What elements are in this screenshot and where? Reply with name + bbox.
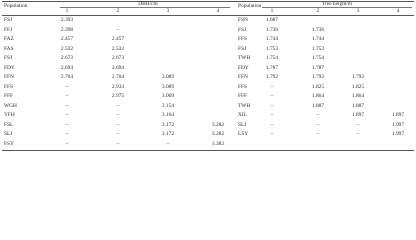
height-cell-col2: –: [316, 121, 320, 128]
dbh-cell-col4: 3.382: [211, 140, 225, 147]
dbh-cell-col1: 2.532: [60, 45, 74, 52]
dbh-cell-col2: 2.694: [111, 64, 125, 71]
height-header: Tree height/m: [321, 1, 353, 7]
dbh-cell-col3: 3.089: [161, 83, 175, 90]
height-cell-col4: 1.897: [391, 112, 405, 118]
dbh-subheader-3: 3: [166, 8, 170, 14]
dbh-cell-col3: 3.154: [161, 102, 175, 109]
dbh-cell-col4: 3.282: [211, 121, 225, 128]
dbh-row-population: FSJ: [4, 17, 13, 23]
height-cell-col1: 1.753: [265, 45, 279, 52]
height-row-population: FFS: [238, 36, 247, 42]
height-cell-col2: –: [316, 131, 320, 137]
height-cell-col3: 1.864: [351, 93, 365, 99]
dbh-cell-col2: –: [116, 26, 120, 33]
dbh-cell-col2: 2.975: [111, 93, 125, 99]
right-population-header: Population: [238, 3, 262, 9]
height-cell-col1: 1.787: [265, 64, 279, 71]
dbh-cell-col2: 2.704: [111, 74, 125, 80]
dbh-cell-col1: –: [65, 93, 69, 99]
dbh-cell-col1: 2.694: [60, 64, 74, 71]
dbh-row-population: FFN: [4, 74, 14, 80]
height-row-population: FSJ: [238, 26, 247, 33]
height-row-population: FSN: [238, 17, 248, 23]
dbh-header: DBH/cm: [138, 1, 158, 7]
height-cell-col2: 1.864: [311, 93, 325, 99]
dbh-cell-col3: 3.089: [161, 74, 175, 80]
height-row-population: TWH: [238, 55, 251, 61]
dbh-cell-col3: –: [166, 140, 170, 147]
dbh-row-population: FSY: [4, 140, 14, 147]
height-row-population: XIL: [238, 112, 247, 118]
height-cell-col1: 1.792: [265, 74, 279, 80]
top-rule: [2, 1, 414, 2]
dbh-cell-col2: –: [116, 112, 120, 118]
height-cell-col3: –: [356, 121, 360, 128]
dbh-cell-col1: 2.673: [60, 55, 74, 61]
height-row-population: SLJ: [238, 121, 247, 128]
dbh-cell-col1: –: [65, 83, 69, 90]
height-row-population: LSY: [238, 131, 249, 137]
height-subheader-3: 3: [356, 8, 360, 14]
dbh-cell-col1: –: [65, 121, 69, 128]
height-cell-col1: 1.754: [265, 55, 279, 61]
dbh-row-population: FAS: [4, 45, 14, 52]
height-cell-col3: 1.792: [351, 74, 365, 80]
dbh-cell-col3: 3.172: [161, 131, 175, 137]
height-row-population: TWH: [238, 102, 251, 109]
height-cell-col2: 1.792: [311, 74, 325, 80]
height-cell-col3: –: [356, 131, 360, 137]
height-cell-col1: –: [270, 93, 274, 99]
dbh-cell-col3: 3.069: [161, 93, 175, 99]
height-row-population: FSJ: [238, 45, 247, 52]
height-cell-col3: 1.825: [351, 83, 365, 90]
height-cell-col2: –: [316, 112, 320, 118]
dbh-cell-col1: –: [65, 140, 69, 147]
height-cell-col2: 1.787: [311, 64, 325, 71]
dbh-cell-col1: –: [65, 112, 69, 118]
dbh-cell-col4: 3.282: [211, 131, 225, 137]
height-cell-col1: 1.736: [265, 26, 279, 33]
bottom-rule: [2, 150, 414, 151]
dbh-row-population: SLJ: [4, 131, 13, 137]
height-row-population: FDY: [238, 64, 249, 71]
height-cell-col2: 1.744: [311, 36, 325, 42]
height-row-population: FFF: [238, 93, 247, 99]
dbh-cell-col2: –: [116, 121, 120, 128]
height-group-rule: [262, 7, 412, 8]
dbh-cell-col3: 3.172: [161, 121, 175, 128]
dbh-subheader-2: 2: [116, 8, 120, 14]
height-cell-col2: 1.754: [311, 55, 325, 61]
dbh-row-population: YFH: [4, 112, 15, 118]
dbh-row-population: FSL: [4, 121, 14, 128]
dbh-cell-col3: 3.164: [161, 112, 175, 118]
height-cell-col1: –: [270, 121, 274, 128]
left-population-header: Population: [4, 3, 28, 9]
height-cell-col2: 1.736: [311, 26, 325, 33]
dbh-cell-col1: 2.398: [60, 26, 74, 33]
height-cell-col1: –: [270, 102, 274, 109]
height-cell-col4: 1.997: [391, 131, 405, 137]
dbh-row-population: FFS: [4, 83, 13, 90]
dbh-row-population: FAZ: [4, 36, 14, 42]
dbh-cell-col2: –: [116, 102, 120, 109]
dbh-cell-col2: –: [116, 131, 120, 137]
height-cell-col1: 1.744: [265, 36, 279, 42]
height-cell-col4: 1.997: [391, 121, 405, 128]
dbh-cell-col1: –: [65, 131, 69, 137]
dbh-cell-col1: 2.704: [60, 74, 74, 80]
height-subheader-1: 1: [270, 8, 274, 14]
height-cell-col3: 1.887: [351, 102, 365, 109]
dbh-cell-col2: 2.673: [111, 55, 125, 61]
dbh-cell-col1: –: [65, 102, 69, 109]
header-rule: [2, 15, 414, 16]
dbh-cell-col1: 2.393: [60, 17, 74, 23]
dbh-cell-col2: 2.532: [111, 45, 125, 52]
dbh-row-population: FFJ: [4, 26, 13, 33]
dbh-row-population: WGH: [4, 102, 17, 109]
height-cell-col1: –: [270, 131, 274, 137]
height-subheader-4: 4: [396, 8, 400, 14]
height-cell-col3: 1.897: [351, 112, 365, 118]
dbh-group-rule: [60, 7, 230, 8]
height-cell-col2: 1.753: [311, 45, 325, 52]
height-cell-col2: 1.825: [311, 83, 325, 90]
dbh-cell-col2: 2.457: [111, 36, 125, 42]
height-cell-col1: –: [270, 83, 274, 90]
dbh-cell-col2: 2.933: [111, 83, 125, 90]
height-row-population: FFS: [238, 83, 247, 90]
dbh-row-population: FSJ: [4, 55, 13, 61]
dbh-subheader-1: 1: [65, 8, 69, 14]
height-subheader-2: 2: [316, 8, 320, 14]
dbh-cell-col1: 2.457: [60, 36, 74, 42]
height-cell-col1: –: [270, 112, 274, 118]
height-cell-col2: 1.887: [311, 102, 325, 109]
dbh-subheader-4: 4: [216, 8, 220, 14]
dbh-cell-col2: –: [116, 140, 120, 147]
dbh-row-population: FFF: [4, 93, 13, 99]
height-cell-col1: 1.687: [265, 17, 279, 23]
dbh-row-population: FDY: [4, 64, 15, 71]
height-row-population: FFN: [238, 74, 248, 80]
